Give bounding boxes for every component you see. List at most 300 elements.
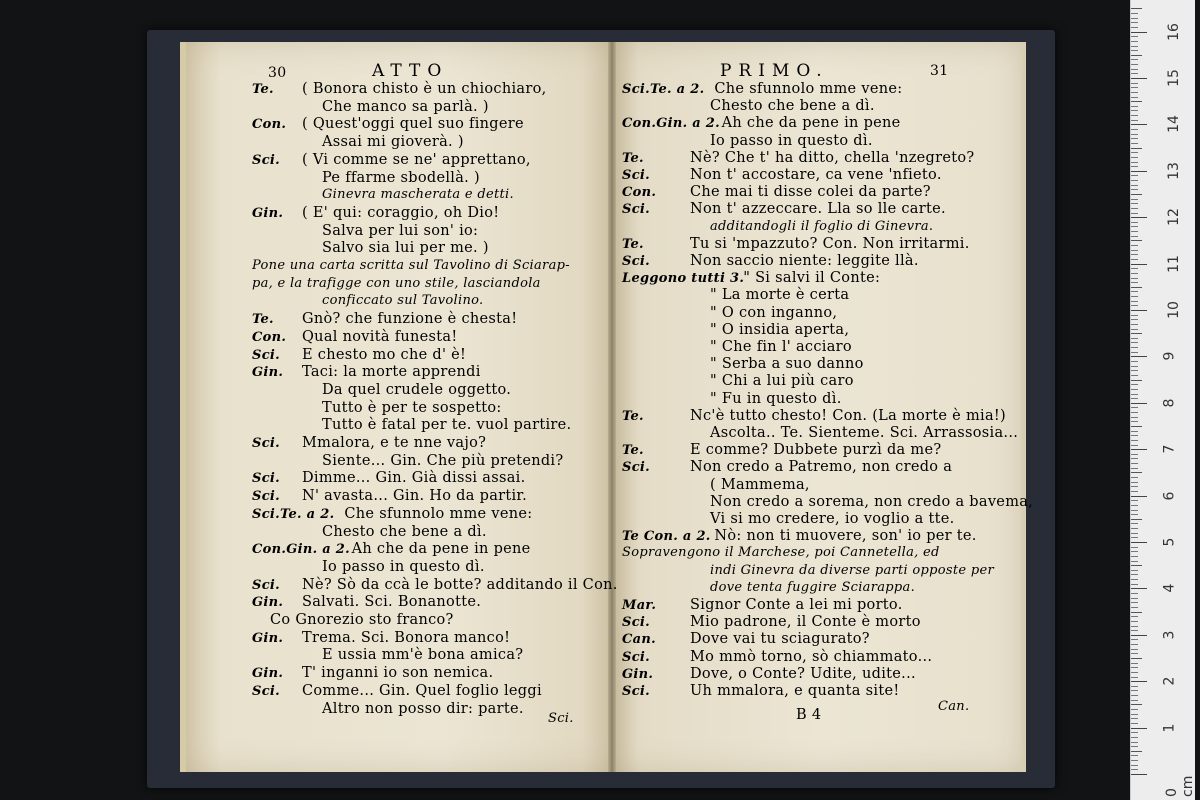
ruler-tick bbox=[1131, 101, 1142, 102]
ruler-tick bbox=[1131, 366, 1138, 367]
ruler-tick bbox=[1131, 194, 1142, 195]
verse-line: Uh mmalora, e quanta site! bbox=[690, 683, 900, 699]
ruler-tick bbox=[1131, 496, 1147, 497]
verse-line: ( Mammema, bbox=[710, 476, 810, 493]
ruler-tick bbox=[1131, 537, 1138, 538]
verse-line: ( Quest'oggi quel suo fingere bbox=[302, 116, 524, 133]
ruler-tick bbox=[1131, 315, 1138, 316]
ruler-tick bbox=[1131, 268, 1138, 269]
ruler-tick bbox=[1131, 746, 1138, 747]
ruler-label: 5 bbox=[1161, 537, 1178, 547]
ruler-tick bbox=[1131, 27, 1138, 28]
ruler-tick bbox=[1131, 46, 1138, 47]
ruler-tick bbox=[1131, 533, 1138, 534]
speaker-label: Sci. bbox=[622, 168, 650, 183]
verse-line: Non t' azzeccare. Lla so lle carte. bbox=[690, 201, 946, 218]
ruler-tick bbox=[1131, 644, 1138, 645]
verse-line: Chesto che bene a dì. bbox=[322, 523, 487, 540]
ruler-tick bbox=[1131, 626, 1138, 627]
ruler-tick bbox=[1131, 110, 1138, 111]
stage-direction: indi Ginevra da diverse parti opposte per bbox=[710, 562, 994, 578]
ruler-tick bbox=[1131, 612, 1142, 613]
ruler-tick bbox=[1131, 639, 1138, 640]
speaker-label: Sci. bbox=[622, 649, 650, 665]
speaker-label: Gin. bbox=[252, 666, 284, 682]
ruler-tick bbox=[1131, 421, 1138, 422]
ruler-tick bbox=[1131, 380, 1142, 381]
ruler-tick bbox=[1131, 714, 1138, 715]
verse-line: Assai mi gioverà. ) bbox=[322, 134, 464, 151]
ruler-tick bbox=[1131, 528, 1138, 529]
book-gutter bbox=[608, 42, 616, 772]
ruler-tick bbox=[1131, 199, 1138, 200]
ruler-tick bbox=[1131, 519, 1142, 520]
stage-direction: dove tenta fuggire Sciarappa. bbox=[710, 579, 916, 595]
verse-line: Salvati. Sci. Bonanotte. bbox=[302, 594, 482, 611]
ruler-tick bbox=[1131, 59, 1138, 60]
verse-line: Dimme... Gin. Già dissi assai. bbox=[302, 470, 526, 487]
ruler-tick bbox=[1131, 755, 1138, 756]
ruler-tick bbox=[1131, 737, 1138, 738]
ruler-tick bbox=[1131, 185, 1138, 186]
verse-line: Co Gnorezio sto franco? bbox=[270, 612, 454, 628]
ruler-tick bbox=[1131, 486, 1138, 487]
ruler-tick bbox=[1131, 97, 1138, 98]
ruler-label: 9 bbox=[1161, 351, 1178, 361]
verse-line: Comme... Gin. Quel foglio leggi bbox=[302, 682, 542, 699]
ruler-tick bbox=[1131, 291, 1138, 292]
ruler-tick bbox=[1131, 700, 1138, 701]
ruler-tick bbox=[1131, 78, 1147, 79]
ruler-tick bbox=[1131, 389, 1138, 390]
ruler-tick bbox=[1131, 259, 1138, 260]
ruler-tick bbox=[1131, 551, 1138, 552]
speaker-label: Con. bbox=[252, 329, 287, 345]
stage-direction: Pone una carta scritta sul Tavolino di Sciarap- bbox=[252, 258, 570, 273]
ruler-tick bbox=[1131, 162, 1138, 163]
verse-line: Nè? Sò da ccà le botte? additando il Con. bbox=[302, 576, 618, 593]
ruler-tick bbox=[1131, 134, 1138, 135]
verse-line: Salvo sia lui per me. ) bbox=[322, 240, 489, 257]
ruler-tick bbox=[1131, 602, 1138, 603]
ruler-tick bbox=[1131, 709, 1138, 710]
verse-line: " O con inganno, bbox=[710, 304, 838, 321]
verse-line: Che manco sa parlà. ) bbox=[322, 98, 489, 115]
speaker-label: Sci. bbox=[252, 577, 280, 593]
ruler-label: 12 bbox=[1165, 208, 1182, 227]
ruler-tick bbox=[1131, 55, 1142, 56]
ruler-tick bbox=[1131, 523, 1138, 524]
ruler-tick bbox=[1131, 468, 1138, 469]
speaker-label: Te. bbox=[622, 150, 644, 166]
ruler-tick bbox=[1131, 751, 1142, 752]
verse-line: ( E' qui: coraggio, oh Dio! bbox=[302, 204, 500, 221]
speaker-label: Te. bbox=[622, 236, 644, 252]
speaker-label: Te. bbox=[622, 408, 644, 424]
ruler-tick bbox=[1131, 64, 1138, 65]
ruler-label: 3 bbox=[1161, 630, 1178, 640]
stage-direction: Sopravengono il Marchese, poi Cannetella, ed bbox=[622, 545, 940, 561]
speaker-label: Sci. bbox=[622, 615, 650, 631]
ruler-tick bbox=[1131, 561, 1138, 562]
verse-line: Qual novità funesta! bbox=[302, 328, 458, 345]
ruler-tick bbox=[1131, 482, 1138, 483]
speaker-label: Sci. bbox=[252, 683, 280, 699]
ruler-tick bbox=[1131, 458, 1138, 459]
verse-line: Ah che da pene in pene bbox=[351, 541, 531, 558]
ruler-tick bbox=[1131, 769, 1138, 770]
ruler-tick bbox=[1131, 621, 1138, 622]
verse-line: " Serba a suo danno bbox=[710, 356, 864, 373]
ruler-tick bbox=[1131, 570, 1138, 571]
speaker-label: Leggono tutti 3. bbox=[622, 271, 745, 287]
left-page-header: ATTO bbox=[372, 61, 449, 81]
ruler-tick bbox=[1131, 514, 1138, 515]
verse-line: " La morte è certa bbox=[710, 287, 850, 304]
verse-line: E chesto mo che d' è! bbox=[302, 346, 467, 363]
ruler-tick bbox=[1131, 69, 1138, 70]
ruler-tick bbox=[1131, 329, 1138, 330]
ruler-tick bbox=[1131, 765, 1138, 766]
ruler-label: 10 bbox=[1165, 301, 1182, 319]
ruler-tick bbox=[1131, 296, 1138, 297]
ruler-tick bbox=[1131, 157, 1138, 158]
ruler-tick bbox=[1131, 616, 1138, 617]
ruler-tick bbox=[1131, 217, 1147, 218]
ruler-tick bbox=[1131, 338, 1138, 339]
verse-line: ( Bonora chisto è un chiochiaro, bbox=[302, 81, 547, 97]
ruler-tick bbox=[1131, 677, 1138, 678]
ruler-tick bbox=[1131, 774, 1147, 775]
ruler-tick bbox=[1131, 87, 1138, 88]
ruler-tick bbox=[1131, 491, 1138, 492]
speaker-label: Sci. bbox=[252, 152, 280, 168]
ruler-tick bbox=[1131, 690, 1138, 691]
right-page-header: PRIMO. bbox=[720, 61, 829, 81]
ruler-tick bbox=[1131, 175, 1138, 176]
ruler-tick bbox=[1131, 180, 1138, 181]
ruler-tick bbox=[1131, 171, 1147, 172]
ruler-tick bbox=[1131, 138, 1138, 139]
ruler-tick bbox=[1131, 584, 1138, 585]
ruler-tick bbox=[1131, 407, 1138, 408]
verse-line: Tutto è fatal per te. vuol partire. bbox=[322, 417, 572, 434]
ruler-tick bbox=[1131, 695, 1138, 696]
verse-line: Pe ffarme sbodellà. ) bbox=[322, 169, 480, 186]
verse-line: Non saccio niente: leggite llà. bbox=[690, 253, 919, 269]
ruler-tick bbox=[1131, 607, 1138, 608]
ruler-tick bbox=[1131, 148, 1142, 149]
verse-line: " Che fin l' acciaro bbox=[710, 339, 852, 355]
ruler-label: 1 bbox=[1161, 723, 1178, 733]
verse-line: Ah che da pene in pene bbox=[721, 115, 901, 132]
verse-line: Che sfunnolo mme vene: bbox=[714, 81, 903, 97]
speaker-label: Sci. bbox=[252, 489, 280, 505]
ruler-tick bbox=[1131, 542, 1147, 543]
speaker-label: Te. bbox=[252, 82, 274, 97]
stage-direction: additandogli il foglio di Ginevra. bbox=[710, 218, 934, 234]
verse-line: " Si salvi il Conte: bbox=[743, 270, 881, 287]
ruler-tick bbox=[1131, 129, 1138, 130]
speaker-label: Gin. bbox=[252, 595, 284, 611]
speaker-label: Sci.Te. a 2. bbox=[622, 82, 705, 97]
ruler-tick bbox=[1131, 417, 1138, 418]
verse-line: Io passo in questo dì. bbox=[322, 558, 485, 575]
speaker-label: Gin. bbox=[252, 365, 284, 381]
speaker-label: Sci. bbox=[252, 436, 280, 451]
speaker-label: Gin. bbox=[252, 630, 284, 646]
ruler-tick bbox=[1131, 347, 1138, 348]
ruler-tick bbox=[1131, 556, 1138, 557]
ruler-tick bbox=[1131, 667, 1138, 668]
verse-line: Tu si 'mpazzuto? Con. Non irritarmi. bbox=[690, 235, 970, 252]
ruler-tick bbox=[1131, 370, 1138, 371]
stage-direction: Ginevra mascherata e detti. bbox=[322, 187, 514, 203]
ruler-label: 8 bbox=[1161, 398, 1178, 408]
left-catchword: Sci. bbox=[548, 711, 574, 726]
ruler-tick bbox=[1131, 454, 1138, 455]
ruler-tick bbox=[1131, 588, 1147, 589]
ruler-tick bbox=[1131, 120, 1138, 121]
ruler-tick bbox=[1131, 500, 1138, 501]
left-page-number: 30 bbox=[268, 65, 287, 81]
verse-line: Trema. Sci. Bonora manco! bbox=[302, 629, 511, 646]
verse-line: Ascolta.. Te. Sienteme. Sci. Arrassosia... bbox=[710, 425, 1019, 441]
right-page-number: 31 bbox=[930, 63, 949, 79]
ruler-tick bbox=[1131, 13, 1138, 14]
speaker-label: Con. bbox=[252, 117, 287, 133]
speaker-label: Con.Gin. a 2. bbox=[252, 542, 350, 558]
ruler-tick bbox=[1131, 106, 1138, 107]
ruler-tick bbox=[1131, 226, 1138, 227]
speaker-label: Gin. bbox=[622, 666, 654, 682]
measurement-ruler bbox=[1130, 0, 1195, 800]
ruler-tick bbox=[1131, 728, 1147, 729]
ruler-tick bbox=[1131, 36, 1138, 37]
ruler-tick bbox=[1131, 264, 1147, 265]
ruler-tick bbox=[1131, 574, 1138, 575]
ruler-tick bbox=[1131, 505, 1138, 506]
verse-line: E comme? Dubbete purzì da me? bbox=[690, 442, 942, 459]
ruler-label: 4 bbox=[1161, 583, 1178, 593]
verse-line: Vi si mo credere, io voglio a tte. bbox=[710, 511, 955, 527]
ruler-tick bbox=[1131, 472, 1142, 473]
verse-line: Altro non posso dir: parte. bbox=[322, 700, 524, 717]
ruler-tick bbox=[1131, 445, 1138, 446]
verse-line: E ussia mm'è bona amica? bbox=[322, 647, 524, 664]
speaker-label: Con. bbox=[622, 185, 657, 201]
ruler-tick bbox=[1131, 663, 1138, 664]
verse-line: Mmalora, e te nne vajo? bbox=[302, 435, 487, 451]
ruler-tick bbox=[1131, 635, 1147, 636]
verse-line: Taci: la morte apprendi bbox=[302, 364, 481, 381]
speaker-label: Te. bbox=[252, 312, 274, 328]
verse-line: Nò: non ti muovere, son' io per te. bbox=[714, 528, 977, 545]
ruler-tick bbox=[1131, 510, 1138, 511]
verse-line: " Chi a lui più caro bbox=[710, 373, 854, 390]
ruler-tick bbox=[1131, 463, 1138, 464]
verse-line: Nc'è tutto chesto! Con. (La morte è mia!) bbox=[690, 407, 1006, 424]
ruler-tick bbox=[1131, 398, 1138, 399]
ruler-tick bbox=[1131, 649, 1138, 650]
ruler-tick bbox=[1131, 704, 1142, 705]
ruler-tick bbox=[1131, 319, 1138, 320]
ruler-tick bbox=[1131, 18, 1138, 19]
ruler-tick bbox=[1131, 250, 1138, 251]
verse-line: Non t' accostare, ca vene 'nfieto. bbox=[690, 167, 942, 183]
ruler-label: 16 bbox=[1165, 22, 1182, 41]
ruler-tick bbox=[1131, 477, 1138, 478]
verse-line: Chesto che bene a dì. bbox=[710, 98, 875, 115]
ruler-label: 13 bbox=[1165, 161, 1182, 180]
ruler-tick bbox=[1131, 92, 1138, 93]
verse-line: Siente... Gin. Che più pretendi? bbox=[322, 452, 564, 469]
ruler-tick bbox=[1131, 449, 1147, 450]
verse-line: Non credo a sorema, non credo a bavema, bbox=[710, 493, 1034, 510]
ruler-tick bbox=[1131, 356, 1147, 357]
ruler-tick bbox=[1131, 240, 1142, 241]
ruler-tick bbox=[1131, 384, 1138, 385]
ruler-tick bbox=[1131, 287, 1142, 288]
verse-line: Che sfunnolo mme vene: bbox=[344, 505, 533, 522]
verse-line: Dove vai tu sciagurato? bbox=[690, 631, 870, 648]
ruler-tick bbox=[1131, 152, 1138, 153]
speaker-label: Te Con. a 2. bbox=[622, 529, 711, 545]
speaker-label: Mar. bbox=[622, 598, 657, 613]
stage-direction: pa, e la trafigge con uno stile, lasciandola bbox=[252, 275, 541, 291]
verse-line: Mo mmò torno, sò chiammato... bbox=[690, 648, 933, 665]
verse-line: " O insidia aperta, bbox=[710, 321, 850, 338]
verse-line: Io passo in questo dì. bbox=[710, 132, 873, 149]
ruler-label: 15 bbox=[1165, 69, 1182, 87]
ruler-tick bbox=[1131, 143, 1138, 144]
ruler-tick bbox=[1131, 681, 1147, 682]
ruler-tick bbox=[1131, 231, 1138, 232]
ruler-tick bbox=[1131, 245, 1138, 246]
ruler-tick bbox=[1131, 440, 1138, 441]
speaker-label: Con.Gin. a 2. bbox=[622, 116, 720, 132]
right-catchword: Can. bbox=[938, 699, 970, 714]
speaker-label: Gin. bbox=[252, 205, 284, 221]
verse-line: Nè? Che t' ha ditto, chella 'nzegreto? bbox=[690, 149, 975, 166]
verse-line: T' inganni io son nemica. bbox=[302, 665, 494, 682]
ruler-tick bbox=[1131, 273, 1138, 274]
ruler-tick bbox=[1131, 412, 1138, 413]
ruler-tick bbox=[1131, 22, 1138, 23]
ruler-tick bbox=[1131, 375, 1138, 376]
ruler-tick bbox=[1131, 324, 1138, 325]
ruler-tick bbox=[1131, 630, 1138, 631]
speaker-label: Sci. bbox=[252, 347, 280, 363]
speaker-label: Sci. bbox=[622, 202, 650, 218]
ruler-tick bbox=[1131, 282, 1138, 283]
ruler-tick bbox=[1131, 742, 1138, 743]
ruler-label: 6 bbox=[1161, 491, 1178, 501]
ruler-label: 11 bbox=[1165, 254, 1182, 273]
stage-direction: conficcato sul Tavolino. bbox=[322, 293, 484, 309]
ruler-tick bbox=[1131, 73, 1138, 74]
ruler-tick bbox=[1131, 431, 1138, 432]
ruler-label: 7 bbox=[1161, 444, 1178, 454]
ruler-tick bbox=[1131, 565, 1142, 566]
ruler-tick bbox=[1131, 435, 1138, 436]
ruler-tick bbox=[1131, 579, 1138, 580]
ruler-tick bbox=[1131, 361, 1138, 362]
ruler-tick bbox=[1131, 203, 1138, 204]
verse-line: " Fu in questo dì. bbox=[710, 390, 842, 407]
ruler-tick bbox=[1131, 305, 1138, 306]
ruler-tick bbox=[1131, 718, 1138, 719]
ruler-tick bbox=[1131, 593, 1138, 594]
ruler-tick bbox=[1131, 124, 1147, 125]
ruler-tick bbox=[1131, 760, 1138, 761]
verse-line: Salva per lui son' io: bbox=[322, 222, 479, 239]
speaker-label: Te. bbox=[622, 443, 644, 459]
ruler-tick bbox=[1131, 115, 1138, 116]
ruler-tick bbox=[1131, 213, 1138, 214]
verse-line: Non credo a Patremo, non credo a bbox=[690, 459, 953, 476]
speaker-label: Sci. bbox=[622, 684, 650, 699]
ruler-tick bbox=[1131, 653, 1138, 654]
ruler-tick bbox=[1131, 254, 1138, 255]
verse-line: Da quel crudele oggetto. bbox=[322, 381, 512, 398]
ruler-tick bbox=[1131, 547, 1138, 548]
ruler-tick bbox=[1131, 166, 1138, 167]
ruler-tick bbox=[1131, 333, 1142, 334]
speaker-label: Sci. bbox=[252, 471, 280, 487]
speaker-label: Sci.Te. a 2. bbox=[252, 506, 335, 522]
verse-line: Gnò? che funzione è chesta! bbox=[302, 311, 518, 328]
verse-line: ( Vi comme se ne' apprettano, bbox=[302, 151, 531, 168]
ruler-tick bbox=[1131, 278, 1138, 279]
speaker-label: Sci. bbox=[622, 254, 650, 269]
ruler-tick bbox=[1131, 352, 1138, 353]
ruler-tick bbox=[1131, 41, 1138, 42]
ruler-tick bbox=[1131, 208, 1138, 209]
ruler-tick bbox=[1131, 723, 1138, 724]
verse-line: Dove, o Conte? Udite, udite... bbox=[690, 665, 916, 682]
ruler-tick bbox=[1131, 301, 1138, 302]
ruler-tick bbox=[1131, 50, 1138, 51]
ruler-tick bbox=[1131, 686, 1138, 687]
ruler-tick bbox=[1131, 403, 1147, 404]
ruler-tick bbox=[1131, 426, 1142, 427]
ruler-tick bbox=[1131, 672, 1138, 673]
ruler-tick bbox=[1131, 189, 1138, 190]
ruler-tick bbox=[1131, 222, 1138, 223]
ruler-tick bbox=[1131, 658, 1142, 659]
verse-line: N' avasta... Gin. Ho da partir. bbox=[302, 488, 527, 505]
speaker-label: Sci. bbox=[622, 460, 650, 476]
ruler-tick bbox=[1131, 236, 1138, 237]
speaker-label: Can. bbox=[622, 632, 656, 648]
ruler-tick bbox=[1131, 32, 1147, 33]
ruler-label: 2 bbox=[1161, 676, 1178, 686]
ruler-tick bbox=[1131, 732, 1138, 733]
ruler-label: 0 cm bbox=[1164, 775, 1196, 797]
signature-mark: B 4 bbox=[796, 707, 822, 723]
ruler-tick bbox=[1131, 83, 1138, 84]
ruler-tick bbox=[1131, 310, 1147, 311]
ruler-label: 14 bbox=[1165, 115, 1182, 134]
ruler-tick bbox=[1131, 394, 1138, 395]
ruler-tick bbox=[1131, 342, 1138, 343]
ruler-tick bbox=[1131, 8, 1142, 9]
verse-line: Signor Conte a lei mi porto. bbox=[690, 597, 903, 613]
verse-line: Tutto è per te sospetto: bbox=[322, 399, 502, 416]
ruler-tick bbox=[1131, 598, 1138, 599]
verse-line: Mio padrone, il Conte è morto bbox=[690, 614, 921, 631]
